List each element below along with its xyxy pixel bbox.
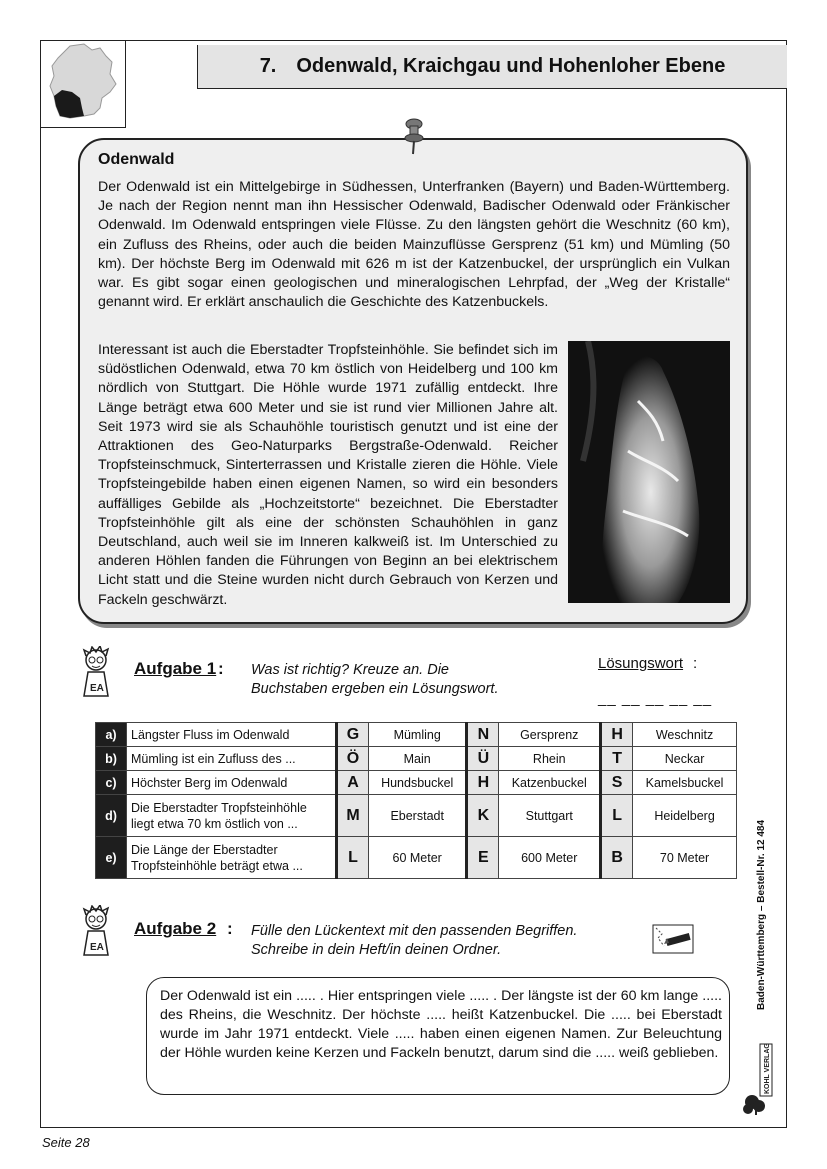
write-pencil-icon [652,924,694,954]
option-answer[interactable]: Hundsbuckel [369,771,467,795]
page-title [197,45,787,89]
quiz-table [95,722,737,879]
option-letter[interactable]: M [337,795,369,837]
option-answer[interactable]: 60 Meter [369,837,467,879]
option-answer[interactable]: Eberstadt [369,795,467,837]
quiz-row-c [96,771,737,795]
option-letter[interactable]: T [601,747,633,771]
student-ea-icon [78,646,118,700]
option-letter[interactable]: E [467,837,499,879]
option-answer[interactable]: Weschnitz [633,723,737,747]
option-letter[interactable]: Ü [467,747,499,771]
info-title: Odenwald [98,151,175,168]
publisher-logo [742,1042,776,1116]
germany-map-icon [40,40,126,128]
option-letter[interactable]: H [601,723,633,747]
option-letter[interactable]: G [337,723,369,747]
chapter-title: Odenwald, Kraichgau und Hohenloher Ebene [296,55,726,77]
option-answer[interactable]: Neckar [633,747,737,771]
option-letter[interactable]: Ö [337,747,369,771]
solution-word-colon: : [693,655,698,672]
svg-text:EA: EA [90,942,104,953]
option-answer[interactable]: Heidelberg [633,795,737,837]
header [40,40,787,128]
page-number: Seite 28 [42,1135,90,1150]
option-answer[interactable]: Gersprenz [499,723,601,747]
row-question: Mümling ist ein Zufluss des ... [127,747,337,771]
pushpin-icon [400,116,426,156]
option-answer[interactable]: Katzenbuckel [499,771,601,795]
task2-label: Aufgabe 2 [134,919,217,938]
task1-instruction [251,661,498,699]
row-id: b) [96,747,127,771]
order-number-text: Baden-Württemberg – Bestell-Nr. 12 484 [756,819,767,1010]
task1-instruction-line1: Was ist richtig? Kreuze an. Die [251,662,449,678]
task2-instruction [251,922,577,960]
option-answer[interactable]: Mümling [369,723,467,747]
solution-word-label: Lösungswort [598,655,684,672]
row-question: Längster Fluss im Odenwald [127,723,337,747]
row-question: Höchster Berg im Odenwald [127,771,337,795]
option-letter[interactable]: N [467,723,499,747]
task2-instruction-line1: Fülle den Lückentext mit den passenden Begriffen. [251,923,578,939]
svg-text:EA: EA [90,683,104,694]
option-answer[interactable]: Rhein [499,747,601,771]
task2-colon: : [227,919,233,938]
cave-photo [568,341,730,603]
quiz-row-b [96,747,737,771]
option-letter[interactable]: K [467,795,499,837]
task1-instruction-line2: Buchstaben ergeben ein Lösungswort. [251,681,499,697]
option-answer[interactable]: 70 Meter [633,837,737,879]
student-ea-icon [78,905,118,959]
task2-instruction-line2: Schreibe in dein Heft/in deinen Ordner. [251,942,502,958]
quiz-row-e [96,837,737,879]
chapter-number: 7. [259,55,277,77]
row-question: Die Eberstadter Tropfsteinhöhle liegt etwa 70 km östlich von ... [127,795,337,837]
option-letter[interactable]: L [337,837,369,879]
option-answer[interactable]: Kamelsbuckel [633,771,737,795]
option-answer[interactable]: 600 Meter [499,837,601,879]
task1-label: Aufgabe 1 [134,659,217,678]
option-letter[interactable]: S [601,771,633,795]
row-id: c) [96,771,127,795]
option-letter[interactable]: H [467,771,499,795]
publisher-name: KOHL VERLAG [764,1043,771,1094]
quiz-row-d [96,795,737,837]
info-paragraph-2: Interessant ist auch die Eberstadter Tropfsteinhöhle. Sie befindet sich im südöstlichen Odenwald, etwa 70 km östlich von Heidelberg und 100 km nördlich von Stuttgart. Die Höhle wurde 1971 zufällig entdeckt. Ihre Länge beträgt etwa 600 Meter und sie ist rund vier Millionen Jahre alt. Seit 1973 wird sie als Schauhöhle touristisch genutzt und ist eine der Attraktionen des Geo-Naturparks Bergstraße-Odenwald. Reicher Tropfsteinschmuck, Sinterterrassen und Kristalle zieren die Höhle. Viele Tropfsteingebilde haben einen eigenen Namen, so wird ein besonders auffälliges Gebilde als „Hochzeitstorte“ bezeichnet. Die Eberstadter Tropfsteinhöhle gilt als eine der schönsten Schauhöhlen in ganz Deutschland, auch weil sie im Inneren kalkweiß ist. Im Unterschied zu anderen Höhlen fanden die Führungen von Beginn an bei elektrischem Licht statt und die Steine wurden nicht durch Gebrauch von Kerzen und Fackeln geschwärzt. [98,342,558,608]
info-paragraph-1: Der Odenwald ist ein Mittelgebirge in Südhessen, Unterfranken (Bayern) und Baden-Württemberg. Je nach der Region nennt man ihn Hessischer Odenwald, Badischer Odenwald oder Fränkischer Odenwald. Im Odenwald entspringen viele Flüsse. Zu den längsten gehört die Weschnitz (60 km), ein Zufluss des Rheins, oder auch die beiden Mainzuflüsse Gersprenz (51 km) und Mümling (50 km). Der höchste Berg im Odenwald mit 626 m ist der Katzenbuckel, der ursprünglich ein Vulkan war. Es gibt sogar einen geologischen und mineralogischen Lehrpfad, der „Weg der Kristalle“ genannt wird. Er erklärt anschaulich die Geschichte des Katzenbuckels. [98,179,730,311]
row-id: a) [96,723,127,747]
row-question: Die Länge der Eberstadter Tropfsteinhöhle beträgt etwa ... [127,837,337,879]
option-letter[interactable]: L [601,795,633,837]
solution-word-blanks[interactable]: __ __ __ __ __ [598,690,713,707]
row-id: d) [96,795,127,837]
info-paragraph-2-container [98,341,730,610]
option-letter[interactable]: A [337,771,369,795]
option-answer[interactable]: Stuttgart [499,795,601,837]
quiz-row-a [96,723,737,747]
task1-colon: : [218,659,224,678]
option-answer[interactable]: Main [369,747,467,771]
cloze-text: Der Odenwald ist ein ..... . Hier entspringen viele ..... . Der längste ist der 60 km lange ..... des Rheins, die Weschnitz. Der höchste ..... heißt Katzenbuckel. Die ..... bei Eberstadt wurde im Jahr 1971 entdeckt. Viele ..... haben einen eigenen Namen. Zur Beleuchtung der Höhle wurden keine Kerzen und Fackeln benutzt, darum sind die ..... weiß geblieben. [160,988,722,1061]
option-letter[interactable]: B [601,837,633,879]
row-id: e) [96,837,127,879]
